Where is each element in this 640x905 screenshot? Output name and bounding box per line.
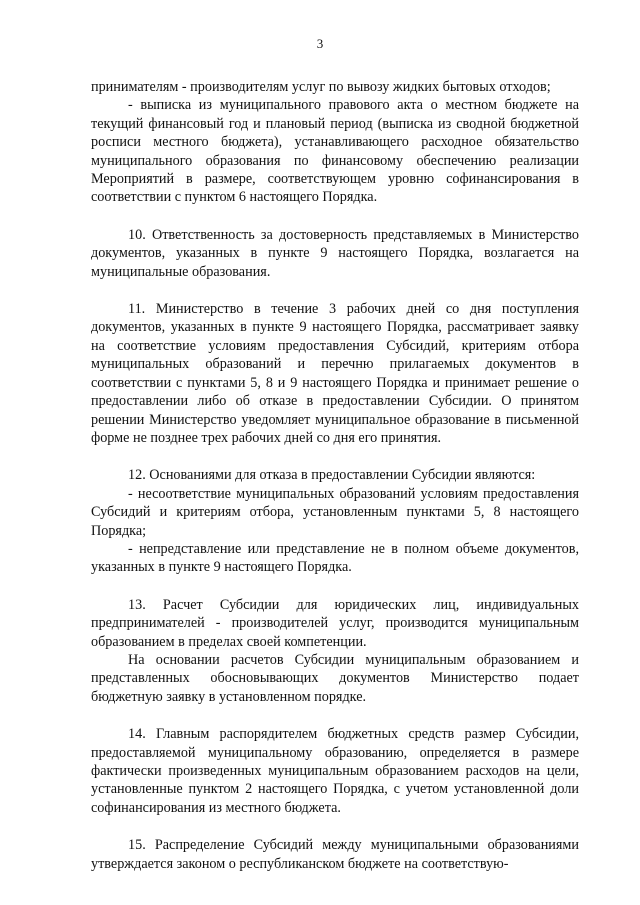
list-item-refusal-1: - несоответствие муниципальных образований условиям предоставления Субсидий и критериям отбора, установленным пунктами 5, 8 настоящего Порядка; (91, 485, 579, 539)
document-body (91, 78, 579, 873)
list-item-refusal-2: - непредставление или представление не в полном объеме документов, указанных в пункте 9 настоящего Порядка. (91, 540, 579, 576)
page-number: 3 (316, 36, 324, 51)
paragraph-continuation: принимателям - производителям услуг по вывозу жидких бытовых отходов; (91, 79, 551, 95)
paragraph-14: 14. Главным распорядителем бюджетных средств размер Субсидии, предоставляемой муниципальному образованию, определяется в размере фактически произведенных муниципальным образованием расходов на цели, установленные пунктом 2 настоящего Порядка, с учетом установленной доли софинансирования из местного бюджета. (91, 726, 579, 816)
paragraph-10: 10. Ответственность за достоверность представляемых в Министерство документов, указанных в пункте 9 настоящего Порядка, возлагается на муниципальные образования. (91, 226, 579, 280)
list-item-budget-extract: - выписка из муниципального правового акта о местном бюджете на текущий финансовый год и плановый период (выписка из сводной бюджетной росписи местного бюджета), устанавливающего расходное обязательство муниципального образования по финансовому обеспечению реализации Мероприятий в размере, соответствующем уровню софинансирования в соответствии с пунктом 6 настоящего Порядка. (91, 97, 579, 206)
paragraph-13: 13. Расчет Субсидии для юридических лиц, индивидуальных предпринимателей - производителей услуг, производится муниципальным образованием в пределах своей компетенции. (91, 596, 579, 650)
paragraph-12: 12. Основаниями для отказа в предоставлении Субсидии являются: (128, 467, 536, 484)
paragraph-11: 11. Министерство в течение 3 рабочих дней со дня поступления документов, указанных в пункте 9 настоящего Порядка, рассматривает заявку на соответствие условиям предоставления Субсидий, критериям отбора муниципальных образований и перечню прилагаемых документов в соответствии с пунктами 5, 8 и 9 настоящего Порядка и принимает решение о предоставлении либо об отказе в предоставлении Субсидии. О принятом решении Министерство уведомляет муниципальное образование в письменной форме не позднее трех рабочих дней со дня его принятия. (91, 301, 579, 446)
paragraph-15: 15. Распределение Субсидий между муниципальными образованиями утверждается законом о республиканском бюджете на соответствую- (91, 837, 579, 872)
paragraph-13-continuation: На основании расчетов Субсидии муниципальным образованием и представленных обосновывающих документов Министерство подает бюджетную заявку в установленном порядке. (91, 651, 579, 705)
